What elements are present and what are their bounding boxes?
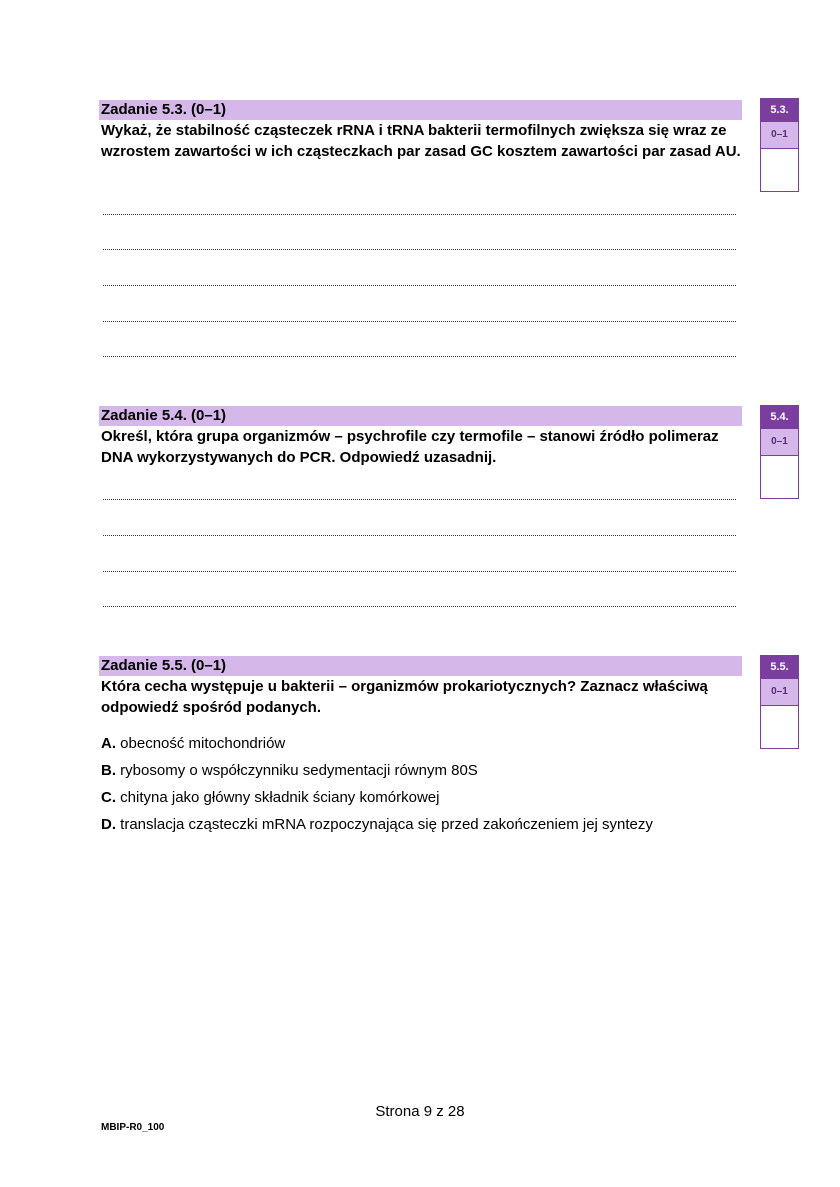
task-5-4-header: Zadanie 5.4. (0–1) bbox=[99, 406, 742, 426]
task-5-5-question: Która cecha występuje u bakterii – organizmów prokariotycznych? Zaznacz właściwą odpowiedź spośród podanych. bbox=[101, 678, 708, 716]
answer-option-c[interactable] bbox=[101, 788, 439, 808]
score-number: 5.5. bbox=[761, 656, 798, 678]
answer-line[interactable] bbox=[103, 202, 736, 215]
answer-line[interactable] bbox=[103, 487, 736, 500]
answer-line[interactable] bbox=[103, 559, 736, 572]
answer-line[interactable] bbox=[103, 594, 736, 607]
score-box-5-3 bbox=[760, 98, 799, 192]
score-range: 0–1 bbox=[761, 121, 798, 149]
answer-line[interactable] bbox=[103, 344, 736, 357]
option-letter: D. bbox=[101, 816, 116, 833]
answer-line[interactable] bbox=[103, 273, 736, 286]
score-range: 0–1 bbox=[761, 428, 798, 456]
score-entry-field[interactable] bbox=[761, 149, 798, 191]
option-text: translacja cząsteczki mRNA rozpoczynająca się przed zakończeniem jej syntezy bbox=[120, 816, 653, 833]
score-number: 5.3. bbox=[761, 99, 798, 121]
score-number: 5.4. bbox=[761, 406, 798, 428]
score-range: 0–1 bbox=[761, 678, 798, 706]
task-5-5-header: Zadanie 5.5. (0–1) bbox=[99, 656, 742, 676]
option-letter: C. bbox=[101, 789, 116, 806]
answer-option-b[interactable] bbox=[101, 761, 478, 781]
option-letter: B. bbox=[101, 762, 116, 779]
answer-option-a[interactable] bbox=[101, 734, 285, 754]
score-entry-field[interactable] bbox=[761, 706, 798, 748]
answer-line[interactable] bbox=[103, 523, 736, 536]
task-5-4-question: Określ, która grupa organizmów – psychrofile czy termofile – stanowi źródło polimeraz DNA wykorzystywanych do PCR. Odpowiedź uzasadnij. bbox=[101, 428, 719, 466]
exam-code: MBIP-R0_100 bbox=[101, 1122, 165, 1133]
score-entry-field[interactable] bbox=[761, 456, 798, 498]
task-5-3-header: Zadanie 5.3. (0–1) bbox=[99, 100, 742, 120]
answer-line[interactable] bbox=[103, 237, 736, 250]
option-text: obecność mitochondriów bbox=[120, 735, 286, 752]
option-text: chityna jako główny składnik ściany komórkowej bbox=[120, 789, 440, 806]
page-number: Strona 9 z 28 bbox=[375, 1103, 465, 1120]
option-text: rybosomy o współczynniku sedymentacji równym 80S bbox=[120, 762, 478, 779]
score-box-5-5 bbox=[760, 655, 799, 749]
task-5-3-question: Wykaż, że stabilność cząsteczek rRNA i tRNA bakterii termofilnych zwiększa się wraz ze wzrostem zawartości w ich cząsteczkach par zasad GC kosztem zawartości par zasad AU. bbox=[101, 122, 741, 160]
option-letter: A. bbox=[101, 735, 116, 752]
answer-option-d[interactable] bbox=[101, 815, 653, 835]
answer-line[interactable] bbox=[103, 309, 736, 322]
score-box-5-4 bbox=[760, 405, 799, 499]
